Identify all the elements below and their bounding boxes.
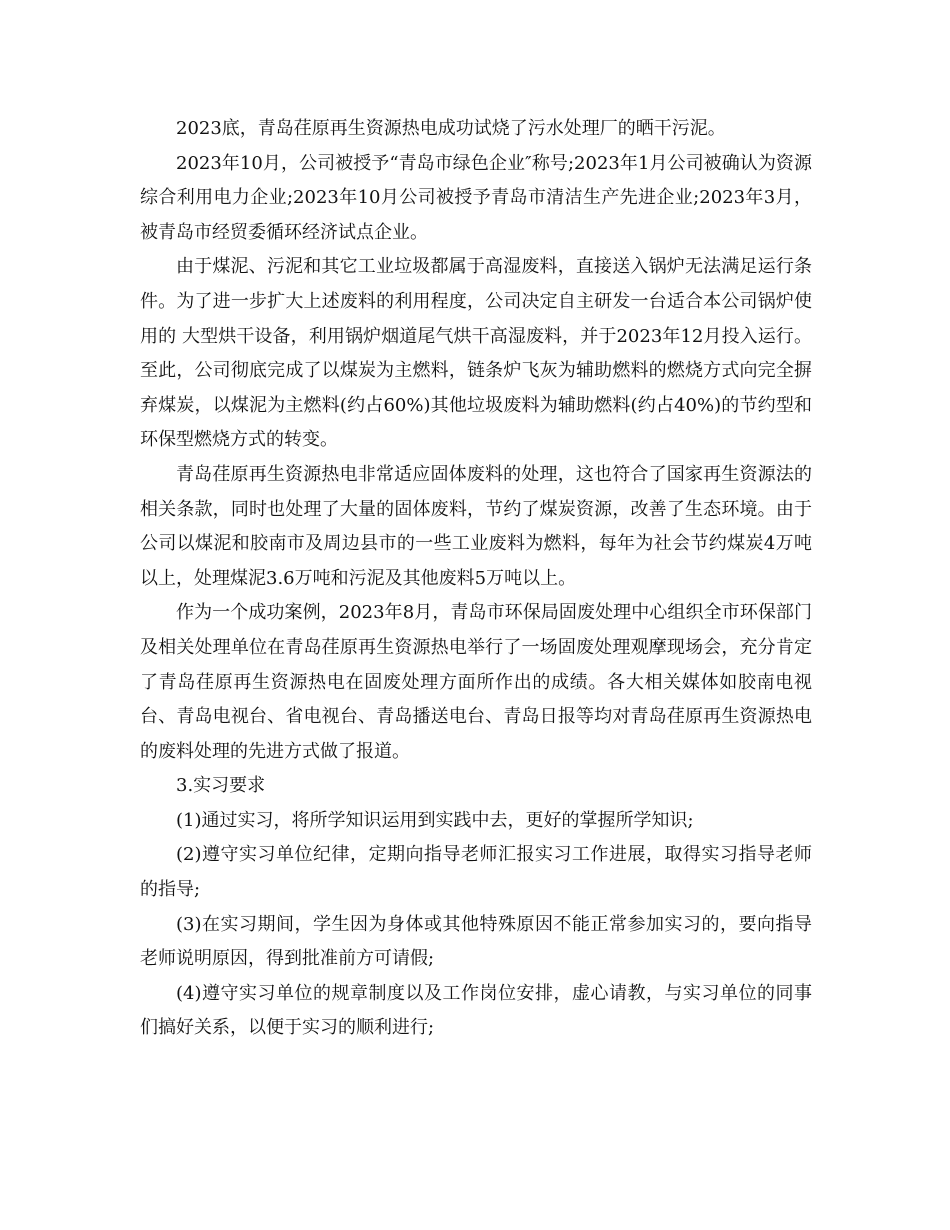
requirement-item-4: (4)遵守实习单位的规章制度以及工作岗位安排，虚心请教，与实习单位的同事们搞好关系，以便于实习的顺利进行;: [140, 982, 812, 1039]
requirement-item-2: (2)遵守实习单位纪律，定期向指导老师汇报实习工作进展，取得实习指导老师的指导;: [140, 844, 812, 901]
paragraph-case-study: 作为一个成功案例，2023年8月，青岛市环保局固废处理中心组织全市环保部门及相关处理单位在青岛荏原再生资源热电举行了一场固废处理观摩现场会，充分肯定了青岛荏原再生资源热电在固废处理方面所作出的成绩。各大相关媒体如胶南电视台、青岛电视台、省电视台、青岛播送电台、青岛日报等均对青岛荏原再生资源热电的废料处理的先进方式做了报道。: [140, 602, 812, 762]
paragraph-honors: 2023年10月，公司被授予“青岛市绿色企业″称号;2023年1月公司被确认为资源综合利用电力企业;2023年10月公司被授予青岛市清洁生产先进企业;2023年3月，被青岛市经贸委循环经济试点企业。: [140, 152, 812, 243]
requirement-item-1: (1)通过实习，将所学知识运用到实践中去，更好的掌握所学知识;: [176, 809, 694, 831]
section-heading-requirements: 3.实习要求: [176, 775, 266, 797]
paragraph-trial-burn: 2023底，青岛荏原再生资源热电成功试烧了污水处理厂的晒干污泥。: [176, 118, 726, 139]
requirement-item-3: (3)在实习期间，学生因为身体或其他特殊原因不能正常参加实习的，要向指导老师说明原因，得到批准前方可请假;: [140, 913, 812, 970]
paragraph-drying-equipment: 由于煤泥、污泥和其它工业垃圾都属于高湿废料，直接送入锅炉无法满足运行条件。为了进一步扩大上述废料的利用程度，公司决定自主研发一台适合本公司锅炉使用的 大型烘干设备，利用锅炉烟道尾气烘干高湿废料，并于2023年12月投入运行。至此，公司彻底完成了以煤炭为主燃料，链条炉飞灰为辅助燃料的燃烧方式向完全摒弃煤炭，以煤泥为主燃料(约占60%)其他垃圾废料为辅助燃料(约占40%)的节约型和环保型燃烧方式的转变。: [140, 256, 812, 451]
paragraph-waste-processing: 青岛荏原再生资源热电非常适应固体废料的处理，这也符合了国家再生资源法的相关条款，同时也处理了大量的固体废料，节约了煤炭资源，改善了生态环境。由于公司以煤泥和胶南市及周边县市的一些工业废料为燃料，每年为社会节约煤炭4万吨以上，处理煤泥3.6万吨和污泥及其他废料5万吨以上。: [140, 463, 812, 589]
document-body: [140, 112, 812, 1046]
